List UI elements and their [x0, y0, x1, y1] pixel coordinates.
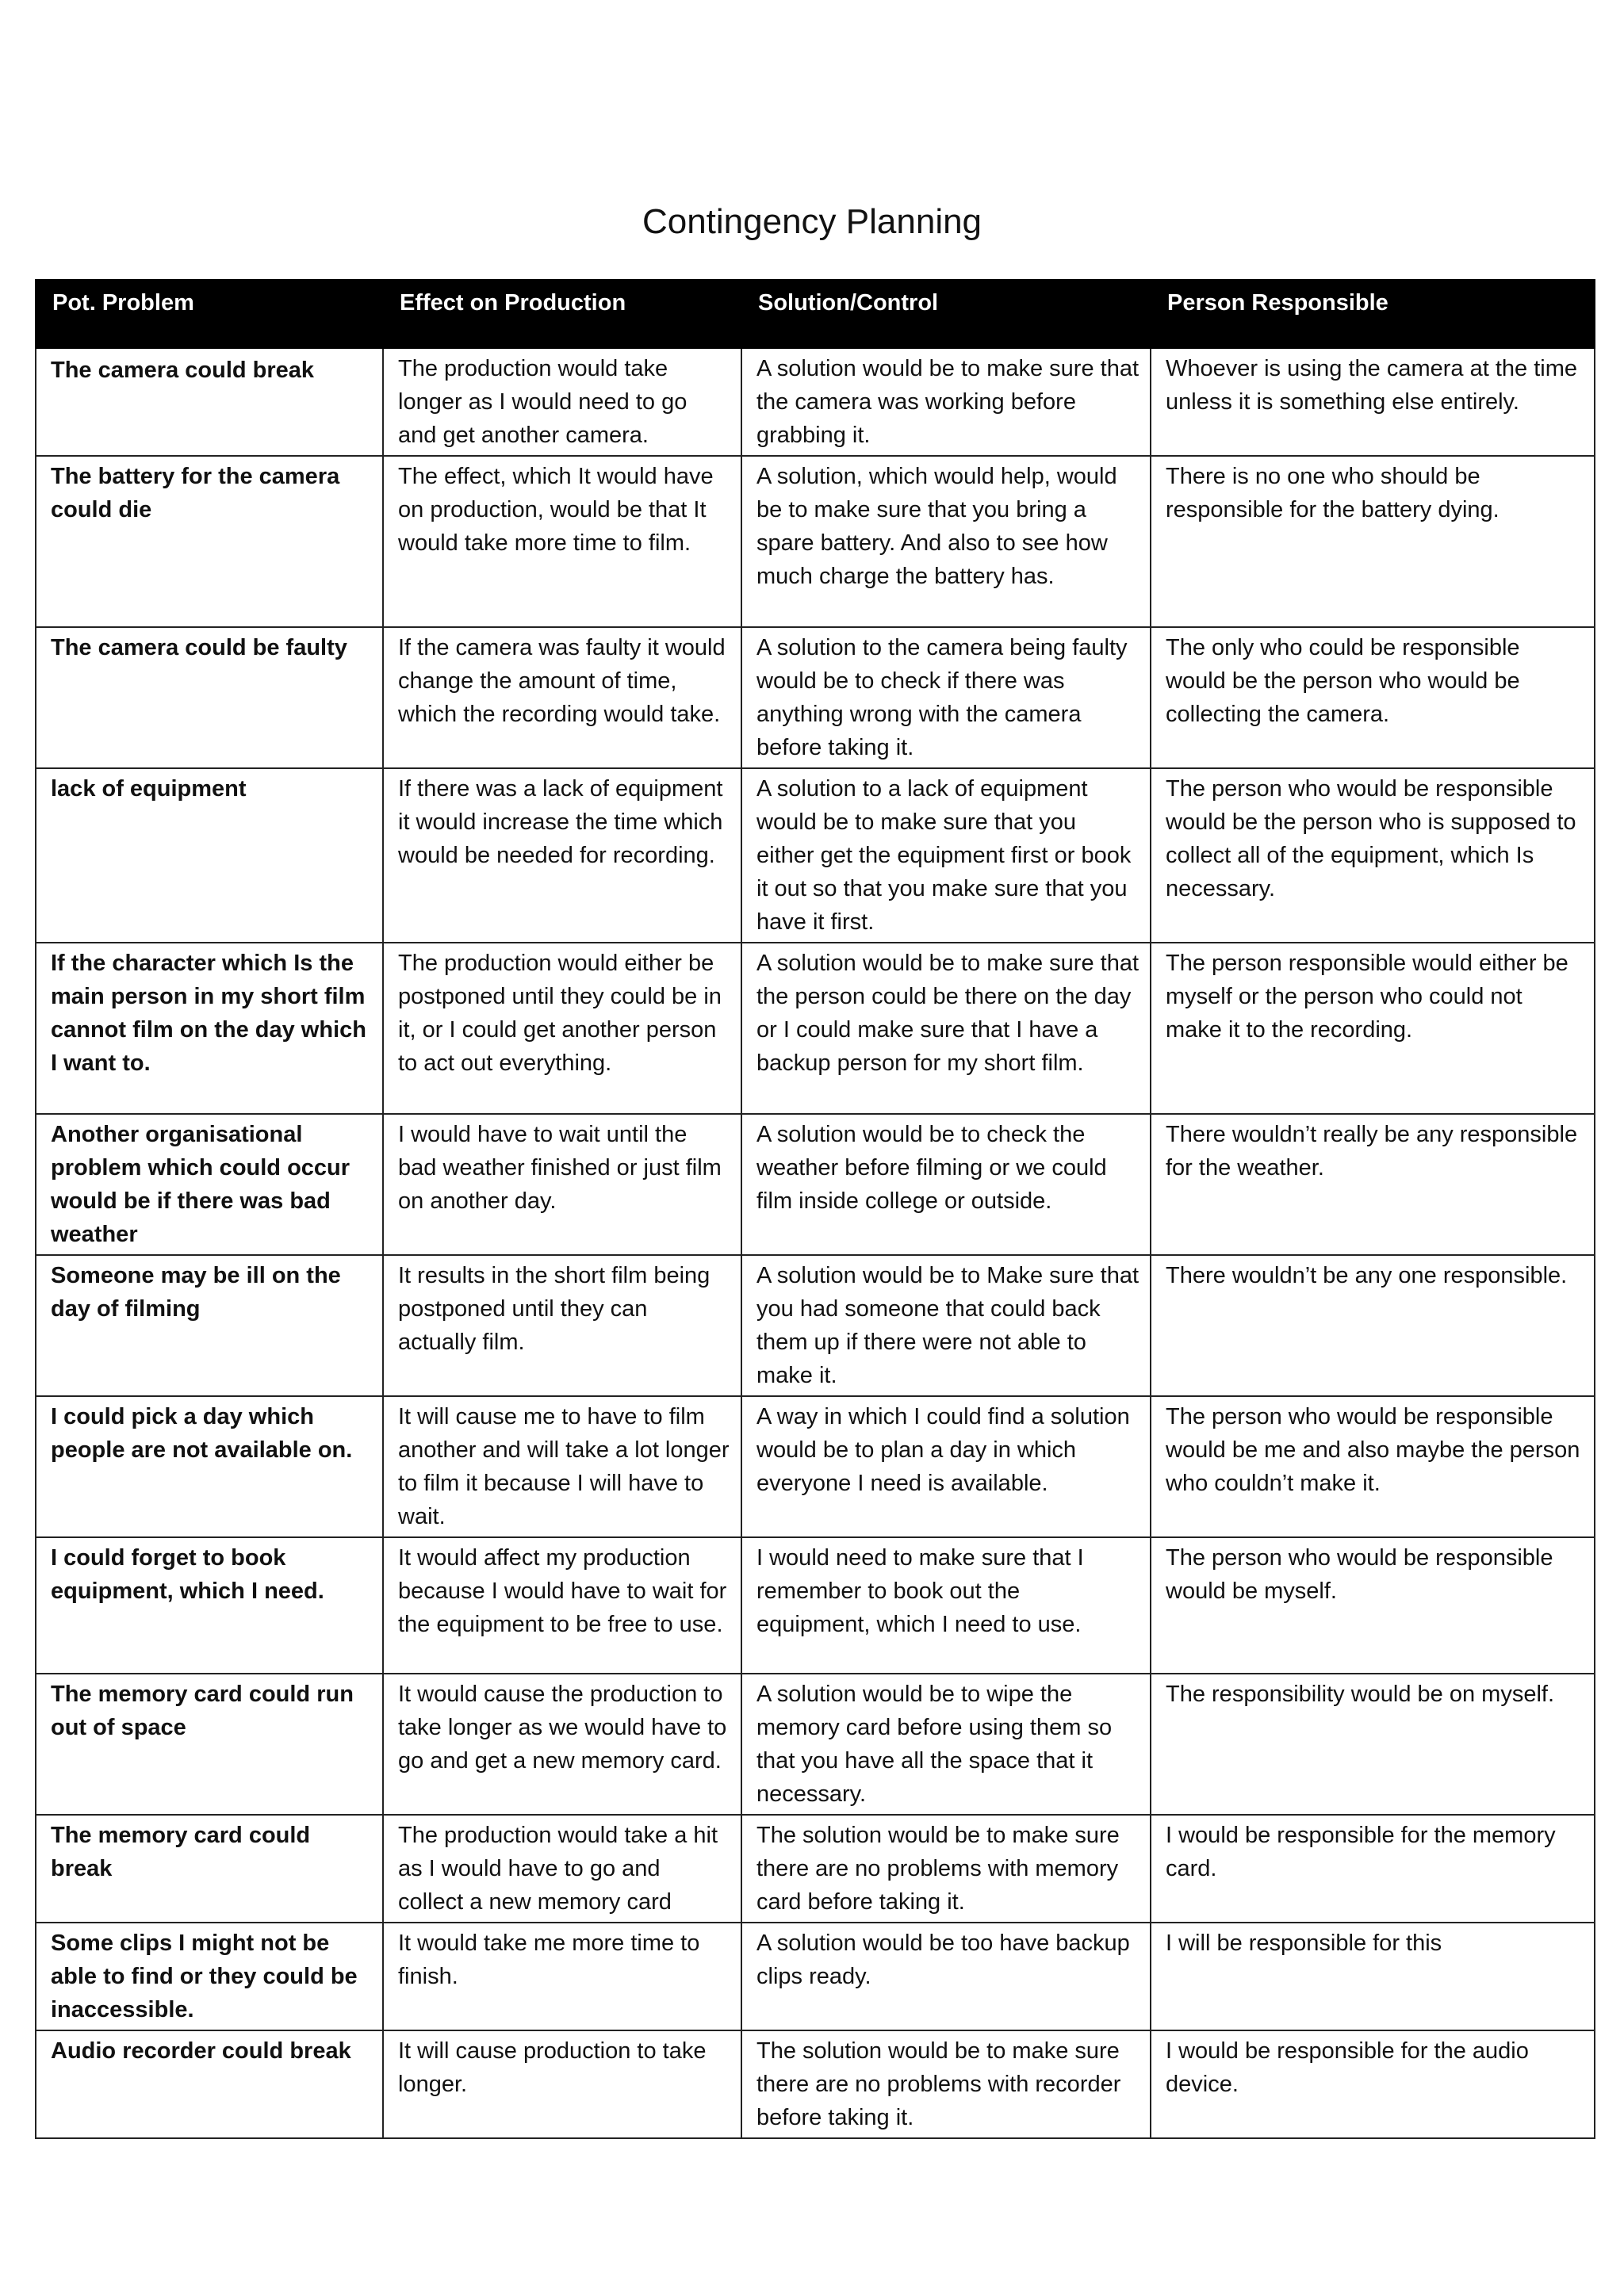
contingency-table [35, 279, 1595, 2139]
cell-person: The only who could be responsible would be the person who would be collecting the camera. [1151, 627, 1595, 768]
cell-problem: Audio recorder could break [36, 2030, 383, 2138]
cell-solution: A solution would be to Make sure that you had someone that could back them up if there were not able to make it. [741, 1255, 1151, 1396]
cell-effect: The production would take a hit as I would have to go and collect a new memory card [383, 1815, 741, 1923]
header-effect-on-production: Effect on Production [383, 280, 741, 348]
cell-problem: I could forget to book equipment, which I need. [36, 1537, 383, 1674]
table-row [36, 1396, 1595, 1537]
cell-effect: It will cause me to have to film another and will take a lot longer to film it because I will have to wait. [383, 1396, 741, 1537]
cell-problem: The camera could break [36, 348, 383, 456]
page-title: Contingency Planning [642, 202, 982, 241]
header-solution-control: Solution/Control [741, 280, 1151, 348]
header-person-responsible: Person Responsible [1151, 280, 1595, 348]
table-row [36, 943, 1595, 1114]
cell-problem: lack of equipment [36, 768, 383, 943]
cell-person: There wouldn’t really be any responsible for the weather. [1151, 1114, 1595, 1255]
cell-solution: A solution to the camera being faulty would be to check if there was anything wrong with the camera before taking it. [741, 627, 1151, 768]
cell-problem: The battery for the camera could die [36, 456, 383, 627]
header-pot-problem: Pot. Problem [36, 280, 383, 348]
cell-effect: It will cause production to take longer. [383, 2030, 741, 2138]
cell-solution: The solution would be to make sure there are no problems with recorder before taking it. [741, 2030, 1151, 2138]
table-row [36, 1674, 1595, 1815]
table-row [36, 627, 1595, 768]
cell-solution: A solution, which would help, would be to make sure that you bring a spare battery. And also to see how much charge the battery has. [741, 456, 1151, 627]
cell-person: There is no one who should be responsible for the battery dying. [1151, 456, 1595, 627]
cell-solution: A solution would be to make sure that the camera was working before grabbing it. [741, 348, 1151, 456]
cell-problem: Some clips I might not be able to find or they could be inaccessible. [36, 1923, 383, 2030]
table-header [36, 280, 1595, 348]
cell-effect: The production would take longer as I would need to go and get another camera. [383, 348, 741, 456]
cell-solution: A way in which I could find a solution would be to plan a day in which everyone I need is available. [741, 1396, 1151, 1537]
cell-person: The responsibility would be on myself. [1151, 1674, 1595, 1815]
cell-solution: A solution would be to make sure that the person could be there on the day or I could make sure that I have a backup person for my short film. [741, 943, 1151, 1114]
cell-effect: If there was a lack of equipment it would increase the time which would be needed for recording. [383, 768, 741, 943]
cell-person: Whoever is using the camera at the time unless it is something else entirely. [1151, 348, 1595, 456]
cell-effect: It results in the short film being postponed until they can actually film. [383, 1255, 741, 1396]
cell-effect: I would have to wait until the bad weather finished or just film on another day. [383, 1114, 741, 1255]
table-row [36, 1255, 1595, 1396]
table-row [36, 456, 1595, 627]
cell-person: I will be responsible for this [1151, 1923, 1595, 2030]
cell-effect: The production would either be postponed until they could be in it, or I could get another person to act out everything. [383, 943, 741, 1114]
cell-person: The person responsible would either be myself or the person who could not make it to the recording. [1151, 943, 1595, 1114]
cell-person: I would be responsible for the audio device. [1151, 2030, 1595, 2138]
header-row [36, 280, 1595, 348]
table-row [36, 348, 1595, 456]
cell-problem: Someone may be ill on the day of filming [36, 1255, 383, 1396]
table-row [36, 1114, 1595, 1255]
table-row [36, 768, 1595, 943]
table-row [36, 1537, 1595, 1674]
cell-effect: It would cause the production to take longer as we would have to go and get a new memory card. [383, 1674, 741, 1815]
cell-solution: The solution would be to make sure there are no problems with memory card before taking it. [741, 1815, 1151, 1923]
cell-problem: Another organisational problem which could occur would be if there was bad weather [36, 1114, 383, 1255]
table-row [36, 1815, 1595, 1923]
cell-problem: The memory card could break [36, 1815, 383, 1923]
cell-solution: A solution would be to wipe the memory card before using them so that you have all the space that it necessary. [741, 1674, 1151, 1815]
cell-problem: The camera could be faulty [36, 627, 383, 768]
cell-effect: It would affect my production because I would have to wait for the equipment to be free to use. [383, 1537, 741, 1674]
table-row [36, 1923, 1595, 2030]
cell-solution: A solution would be to check the weather before filming or we could film inside college or outside. [741, 1114, 1151, 1255]
cell-solution: I would need to make sure that I remember to book out the equipment, which I need to use. [741, 1537, 1151, 1674]
cell-solution: A solution to a lack of equipment would be to make sure that you either get the equipment first or book it out so that you make sure that you have it first. [741, 768, 1151, 943]
cell-effect: It would take me more time to finish. [383, 1923, 741, 2030]
table-body [36, 348, 1595, 2138]
cell-person: I would be responsible for the memory card. [1151, 1815, 1595, 1923]
cell-effect: If the camera was faulty it would change the amount of time, which the recording would take. [383, 627, 741, 768]
cell-person: There wouldn’t be any one responsible. [1151, 1255, 1595, 1396]
cell-person: The person who would be responsible would be me and also maybe the person who couldn’t make it. [1151, 1396, 1595, 1537]
cell-person: The person who would be responsible would be myself. [1151, 1537, 1595, 1674]
table-row [36, 2030, 1595, 2138]
cell-problem: I could pick a day which people are not available on. [36, 1396, 383, 1537]
cell-problem: The memory card could run out of space [36, 1674, 383, 1815]
cell-effect: The effect, which It would have on production, would be that It would take more time to film. [383, 456, 741, 627]
cell-problem: If the character which Is the main person in my short film cannot film on the day which I want to. [36, 943, 383, 1114]
cell-person: The person who would be responsible would be the person who is supposed to collect all of the equipment, which Is necessary. [1151, 768, 1595, 943]
cell-solution: A solution would be too have backup clips ready. [741, 1923, 1151, 2030]
